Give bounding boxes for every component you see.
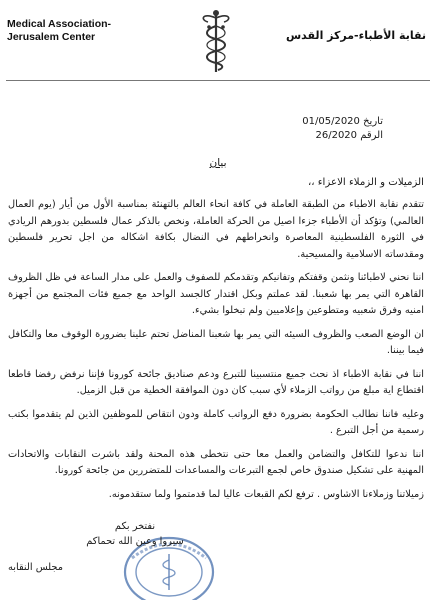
statement-title: بيان [209,157,227,169]
statement-body [8,197,424,510]
date-label: تاريخ [363,116,383,127]
paragraph: اننا نحني لاطبائنا ونثمن وقفتكم وتفانيكم وتقدمكم للصفوف والعمل على مدار الساعة في ظل الظروف القاهرة التي يمر بها شعبنا. لقد عملتم وبكل اقتدار كالجسد الواحد مع جميع فئات المجتمع من أجهزة امنيه وفرق شعبيه ومتطوعين وإعلاميين ولم تبخلوا بشيء. [8,272,424,316]
letterhead-name-en: Medical Association-Jerusalem Center [7,18,112,43]
date-line [302,116,383,127]
paragraph: ان الوضع الصعب والظروف السيئه التي يمر بها شعبنا المناضل تحتم علينا بضرورة الوقوف معا والتكافل فيما بيننا. [8,328,424,356]
closing-block [0,519,270,549]
closing-line: سيروا وعين الله تحماكم [86,536,184,547]
reference-label: الرقم [360,130,383,141]
paragraph: اننا في نقابة الاطباء اذ نحث جميع منتسبينا للتبرع ودعم صناديق جائحة كورونا فإننا نرفض رفضا قاطعا اقتطاع اية مبلغ من رواتب الزملاء لأي سبب كان دون الموافقة الخطية من قبل الزميل. [8,368,424,396]
paragraph: اننا ندعوا للتكافل والتضامن والعمل معا حتى نتخطى هذه المحنة ولقد باشرت النقابات والاتحادات المهنية على تشكيل صندوق خاص لجمع التبرعات والمساعدات للمتضررين من جائحة كورونا. [8,448,424,476]
signature: مجلس النقابه [8,562,64,573]
letterhead-divider [6,80,430,81]
reference-line [315,130,383,141]
caduceus-icon [196,6,236,78]
greeting: الزميلات و الزملاء الاعزاء ،، [307,177,424,188]
letterhead-name-ar: نقابة الأطباء-مركز القدس [285,29,426,42]
paragraph: زميلاتنا وزملاءنا الاشاوس . ترفع لكم القبعات عاليا لما قدمتموا ولما ستقدمونه. [108,488,424,500]
paragraph: وعليه فاننا نطالب الحكومة بضرورة دفع الرواتب كاملة ودون انتقاص للموظفين الذين لم يتقدموا بكتب رسمية من أجل التبرع . [8,408,424,436]
date-value: 01/05/2020 [302,116,360,127]
paragraph: تتقدم نقابة الاطباء من الطبقة العاملة في كافة انحاء العالم بالتهنئة بمناسبة الأول من أيار (يوم العمال العالمي) وتؤكد أن الأطباء جزءا اصيل من الحركة العاملة، ونخص بالذكر عمال فلسطين بدورهم الريادي في الثورة الفلسطينية المعاصرة وانخراطهم في النضال بكافة اشكاله من اجل تحرير فلسطين ومقدساته الاسلامية والمسيحية. [8,199,424,260]
closing-line: نفتخر بكم [114,521,156,532]
reference-value: 26/2020 [315,130,358,141]
